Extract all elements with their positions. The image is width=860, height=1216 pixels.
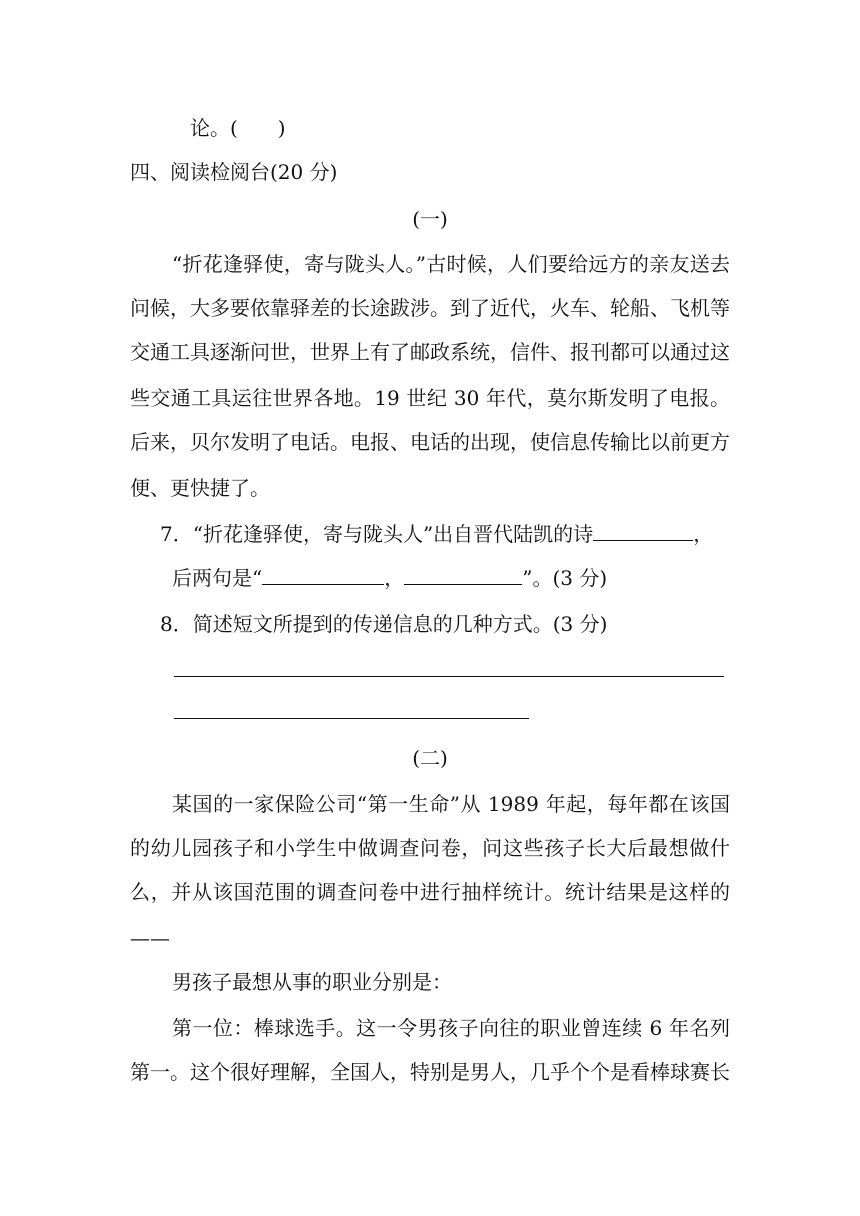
passage-2-heading: (二) <box>412 746 448 770</box>
passage-1-line: 后来，贝尔发明了电话。电报、电话的出现，使信息传输比以前更方 <box>130 430 730 454</box>
poem-title-blank[interactable] <box>593 520 693 541</box>
passage-1-line: 问候，大多要依靠驿差的长途跋涉。到了近代，火车、轮船、飞机等 <box>130 296 730 320</box>
passage-2-line: 的幼儿园孩子和小学生中做调查问卷，问这些孩子长大后最想做什 <box>130 836 730 860</box>
boys-intro: 男孩子最想从事的职业分别是： <box>172 970 452 994</box>
passage-1-line: “折花逢驿使，寄与陇头人。”古时候，人们要给远方的亲友送去 <box>172 252 730 276</box>
first-place-line: 第一。这个很好理解，全国人，特别是男人，几乎个个是看棒球赛长 <box>130 1060 730 1084</box>
passage-2-line: 么，并从该国范围的调查问卷中进行抽样统计。统计结果是这样的 <box>130 880 730 904</box>
question-7-prompt-2: 后两句是“ <box>172 566 263 590</box>
passage-1-line: 些交通工具运往世界各地。19 世纪 30 年代，莫尔斯发明了电报。 <box>130 386 730 410</box>
question-7-points: ”。(3 分) <box>522 566 608 590</box>
question-7-middle-comma: ， <box>384 566 405 590</box>
question-7-line-2 <box>172 564 607 592</box>
passage-2-line: 某国的一家保险公司“第一生命”从 1989 年起，每年都在该国 <box>172 792 730 816</box>
first-place-line: 第一位：棒球选手。这一令男孩子向往的职业曾连续 6 年名列 <box>172 1016 730 1040</box>
answer-line-2[interactable] <box>174 718 529 719</box>
question-7-prompt: 7．“折花逢驿使，寄与陇头人”出自晋代陆凯的诗 <box>160 522 594 546</box>
section-title: 四、阅读检阅台(20 分) <box>130 160 338 184</box>
passage-1-line: 交通工具逐渐问世，世界上有了邮政系统，信件、报刊都可以通过这 <box>130 340 730 364</box>
question-7-line-1 <box>160 520 713 548</box>
poem-line-1-blank[interactable] <box>262 564 384 585</box>
passage-1-line: 便、更快捷了。 <box>130 476 270 500</box>
answer-line-1[interactable] <box>174 676 724 677</box>
question-7-comma: ， <box>693 522 714 546</box>
passage-2-dash: —— <box>130 926 170 950</box>
question-8: 8．简述短文所提到的传递信息的几种方式。(3 分) <box>160 612 608 636</box>
passage-1-heading: (一) <box>412 207 448 231</box>
poem-line-2-blank[interactable] <box>404 564 522 585</box>
previous-question-ending: 论。( ) <box>190 116 286 140</box>
